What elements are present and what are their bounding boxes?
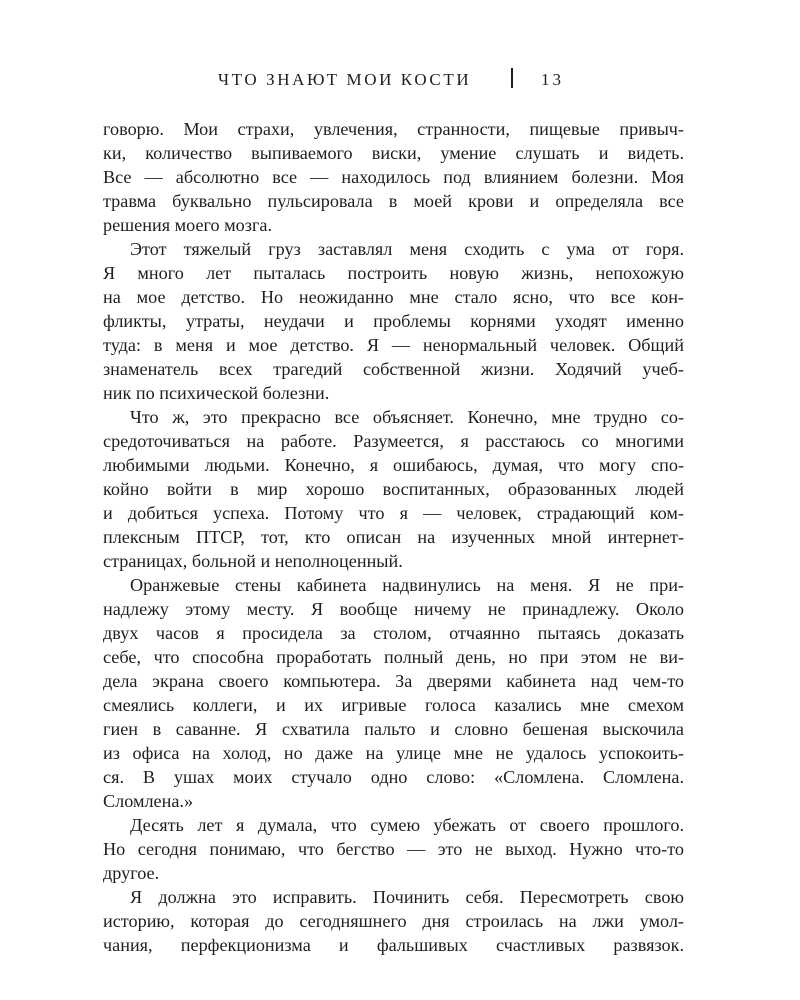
text-line: Этот тяжелый груз заставлял меня сходить с ума от горя.	[130, 239, 684, 259]
text-line: Десять лет я думала, что сумею убежать от своего прошлого.	[130, 815, 684, 835]
text-line: любимыми людьми. Конечно, я ошибаюсь, думая, что могу спо-	[103, 455, 684, 475]
text-line: Что ж, это прекрасно все объясняет. Конечно, мне трудно со-	[130, 407, 684, 427]
text-line: надлежу этому месту. Я вообще ничему не принадлежу. Около	[103, 599, 684, 619]
text-line: ник по психической болезни.	[103, 383, 330, 403]
text-line: себе, что способна проработать полный день, но при этом не ви-	[103, 647, 684, 667]
text-line: ся. В ушах моих стучало одно слово: «Сломлена. Сломлена.	[103, 767, 684, 787]
text-line: Я должна это исправить. Починить себя. Пересмотреть свою	[130, 887, 684, 907]
text-line: травма буквально пульсировала в моей крови и определяла все	[103, 191, 684, 211]
text-line: Но сегодня понимаю, что бегство — это не выход. Нужно что-то	[103, 839, 684, 859]
text-line: историю, которая до сегодняшнего дня строилась на лжи умол-	[103, 911, 684, 931]
text-line: Все — абсолютно все — находилось под влиянием болезни. Моя	[103, 167, 684, 187]
text-line: смеялись коллеги, и их игривые голоса казались мне смехом	[103, 695, 684, 715]
text-line: чания, перфекционизма и фальшивых счастливых развязок.	[103, 935, 684, 955]
book-title: ЧТО ЗНАЮТ МОИ КОСТИ	[218, 70, 472, 89]
text-line: Сломлена.»	[103, 791, 194, 811]
text-line: ки, количество выпиваемого виски, умение слушать и видеть.	[103, 143, 684, 163]
text-line: средоточиваться на работе. Разумеется, я расстаюсь со многими	[103, 431, 684, 451]
text-line: фликты, утраты, неудачи и проблемы корнями уходят именно	[103, 311, 684, 331]
text-line: туда: в меня и мое детство. Я — ненормальный человек. Общий	[103, 335, 684, 355]
text-line: на мое детство. Но неожиданно мне стало ясно, что все кон-	[103, 287, 684, 307]
text-line: Я много лет пыталась построить новую жизнь, непохожую	[103, 263, 684, 283]
text-line: двух часов я просидела за столом, отчаянно пытаясь доказать	[103, 623, 684, 643]
text-line: койно войти в мир хорошо воспитанных, образованных людей	[103, 479, 684, 499]
page-number: 13	[541, 70, 564, 89]
text-line: другое.	[103, 863, 160, 883]
text-line: знаменатель всех трагедий собственной жизни. Ходячий учеб-	[103, 359, 684, 379]
text-line: и добиться успеха. Потому что я — человек, страдающий ком-	[103, 503, 684, 523]
text-line: дела экрана своего компьютера. За дверями кабинета над чем-то	[103, 671, 684, 691]
text-line: гиен в саванне. Я схватила пальто и словно бешеная выскочила	[103, 719, 684, 739]
text-line: Оранжевые стены кабинета надвинулись на меня. Я не при-	[130, 575, 684, 595]
text-line: говорю. Мои страхи, увлечения, странности, пищевые привыч-	[103, 119, 684, 139]
text-line: из офиса на холод, но даже на улице мне не удалось успокоить-	[103, 743, 684, 763]
text-line: плексным ПТСР, тот, кто описан на изученных мной интернет-	[103, 527, 684, 547]
text-line: страницах, больной и неполноценный.	[103, 551, 403, 571]
text-line: решения моего мозга.	[103, 215, 273, 235]
